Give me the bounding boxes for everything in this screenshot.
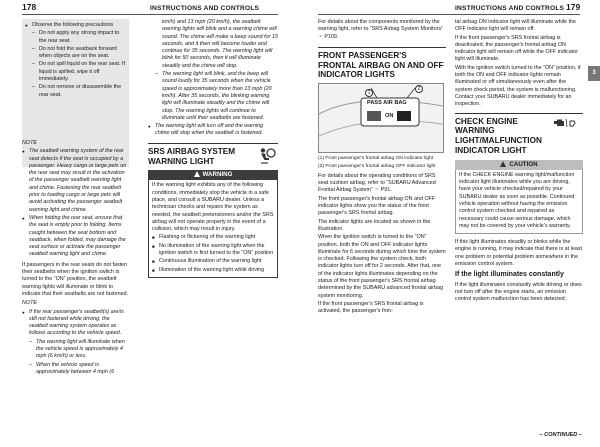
warning-item: ■ Continuous illumination of the warning light — [152, 258, 274, 265]
caption-on: (1) Front passenger's frontal airbag ON indicator light — [318, 156, 434, 162]
dashboard-drawing — [319, 84, 443, 152]
caution-triangle-icon — [500, 161, 506, 167]
note-item: ● If the rear passenger's seatbelt(s) are/is still not fastened while driving, the seatbelt warning system operates as follows according to the vehicle speed. — [22, 309, 129, 338]
warning-item: ■ No illumination of the warning light when the ignition switch is first turned to the “ON” position — [152, 243, 274, 258]
callout-1: 1 — [365, 89, 373, 97]
check-engine-heading: CHECK ENGINE WARNING LIGHT/MALFUNCTION INDICATOR LIGHT — [455, 116, 542, 155]
left-section-title: INSTRUCTIONS AND CONTROLS — [150, 5, 260, 12]
column-2 — [148, 19, 278, 278]
note-item: ● The seatbelt warning system of the rear seat detects if the seat is occupied by a passenger. Heavy cargo or large pets on the rear seat may result in the activation of the passenger seatbelt warning light and chime. Fastening the rear seatbelt prior to loading cargo or large pets will avoid activating the passenger seatbelt warning light and chime. — [22, 148, 129, 214]
paragraph: If the front passenger's SRS frontal airbag is activated, the passenger's fron- — [318, 300, 424, 315]
precaution-item: – Do not spill liquid on the rear seat. If liquid is spilled, wipe it off immediately. — [32, 61, 126, 83]
srs-heading-row — [148, 147, 278, 167]
caution-header — [455, 160, 583, 170]
paragraph: The front passenger's frontal airbag ON and OFF indicator lights show you the status of the front passenger's SRS frontal airbag. — [318, 195, 436, 217]
warning-header — [148, 170, 278, 180]
paragraph: With the ignition switch turned to the “ON” position, if both the ON and OFF indicator lights remain illuminated or off simultaneously even after the system check period, the system is malfunctioning. Contact your SUBARU dealer immediately for an inspection. — [455, 64, 581, 108]
column-4 — [455, 19, 583, 305]
paragraph: tal airbag ON indicator light will illuminate while the OFF indicator light will remain off. — [455, 19, 577, 33]
caution-body — [455, 170, 583, 234]
warning-text: If the warning light exhibits any of the following conditions, immediately stop the vehicle in a safe place, and consult a SUBARU dealer. Unless a technician checks and repairs the system as needed, the seatbelt pretensioners and/or the SRS airbag will not operate properly in the event of a collision, which may result in injury. — [152, 182, 274, 233]
caution-text: If the CHECK ENGINE warning light/malfunction indicator light illuminates while you are driving, have your vehicle checked/repaired by your SUBARU dealer as soon as possible. Continued vehicle operation without having the emission control system checked and repaired as necessary could cause serious damage, which may not be covered by your vehicle's warranty. — [459, 171, 575, 229]
paragraph: If this light illuminates steadily or blinks while the engine is running, it may indicate that there is at least one problem or potential problem somewhere in the emission control system. — [455, 239, 583, 268]
pass-airbag-label: PASS AIR BAG — [367, 100, 407, 107]
note-item: ● When folding the rear seat, ensure that the seat is empty prior to folding. Items caught between the seat bottom and seatback, when folded, may damage the seat surface or activate the passenger seatbelt warning light and chime. — [22, 215, 129, 259]
note-item: ● The warning light will turn off and the warning chime will stop when the seatbelt is fastened. — [148, 123, 278, 138]
seatbelt-paragraph: If passengers in the rear seats do not fasten their seatbelts when the ignition switch is turned to the “ON” position, the seatbelt warning lights will illuminate or blink to indicate that their seatbelts are not fastened. — [22, 261, 129, 297]
warning-item: ■ Flashing or flickering of the warning light — [152, 234, 274, 241]
section-rule — [148, 143, 278, 144]
paragraph: For details about the operating conditions of SRS seat cushion airbag, refer to “SUBARU Advanced Frontal Airbag System” ☞ P91. — [318, 172, 436, 194]
right-header-rule — [318, 14, 580, 15]
callout-2: 2 — [415, 85, 423, 93]
caution-box — [455, 160, 583, 234]
caution-title: CAUTION — [509, 160, 538, 168]
srs-warning-box — [148, 170, 278, 278]
right-page-number: 179 — [566, 2, 581, 12]
continued-note-text: km/h) and 13 mph (20 km/h), the seatbelt warning lights will blink and a warning chime will sound. The chime will make a beep sound for 15 seconds, and it then will become louder and continue for 35 seconds. The warning light will blink for 50 seconds, then it will illuminate steadily and the chime will stop. — [162, 19, 278, 69]
chapter-tab: 3 — [588, 66, 600, 81]
continued-marker: – CONTINUED – — [539, 432, 582, 438]
paragraph: If the light illuminates constantly while driving or does not turn off after the engine starts, an emission control system malfunction has been detected. — [455, 281, 582, 303]
warning-triangle-icon — [194, 171, 200, 177]
check-engine-icon — [553, 118, 579, 128]
note-title-2: NOTE — [22, 300, 37, 307]
warning-title: WARNING — [202, 171, 233, 179]
illuminates-constantly-heading: If the light illuminates constantly — [455, 271, 564, 279]
on-label: ON — [385, 113, 394, 120]
column-3 — [318, 19, 446, 317]
left-header-rule — [22, 14, 278, 15]
caption-off: (2) Front passenger's frontal airbag OFF indicator light — [318, 163, 436, 169]
precaution-item: – Do not fold the seatback forward when objects are on the seat. — [32, 46, 126, 61]
note-sub-item: – When the vehicle speed is approximately between 4 mph (6 — [29, 362, 129, 377]
note-title: NOTE — [22, 140, 37, 146]
paragraph: When the ignition switch is turned to the “ON” position, both the ON and OFF indicator lights illuminate for 6 seconds during which time the system is checked. Following the system check, both indicator lights turn off for 2 seconds. After that, one of the indicator lights illuminates depending on the status of the front passenger's SRS frontal airbag determined by the SUBARU advanced frontal airbag system monitoring. — [318, 234, 446, 299]
check-engine-heading-row — [455, 117, 583, 156]
section-rule — [455, 113, 583, 114]
srs-airbag-heading: SRS AIRBAG SYSTEM WARNING LIGHT — [148, 146, 236, 166]
right-section-title: INSTRUCTIONS AND CONTROLS — [455, 5, 565, 12]
monitor-intro: For details about the components monitored by the warning light, refer to “SRS Airbag System Monitors” ☞ P109. — [318, 19, 443, 40]
precautions-intro: ● Observe the following precautions — [25, 22, 126, 29]
precaution-item: – Do not remove or disassemble the rear seat. — [32, 84, 126, 99]
paragraph: If the front passenger's SRS frontal airbag is deactivated, the passenger's frontal airbag ON indicator light will remain off while the OFF indicator light will illuminate. — [455, 34, 579, 63]
column-1 — [22, 140, 129, 377]
page-header — [0, 0, 600, 21]
left-page-number: 178 — [22, 2, 37, 12]
note-sub-item: – The warning light will illuminate when the vehicle speed is approximately 4 mph (6 km/h) or less. — [29, 339, 129, 361]
passenger-airbag-heading: FRONT PASSENGER'S FRONTAL AIRBAG ON AND OFF INDICATOR LIGHTS — [318, 50, 444, 80]
precaution-item: – Do not apply any strong impact to the rear seat. — [32, 30, 126, 45]
airbag-warning-icon — [258, 147, 276, 165]
warning-body — [148, 180, 278, 278]
note-sub-item: – The warning light will blink, and the beep will sound loudly for 35 seconds when the vehicle speed is approximately more than 13 mph (20 km/h). After 35 seconds, the blinking warning light will illuminate steadily and the chime will stop. The warning lights will continue to illuminate until their seatbelts are fastened. — [155, 71, 278, 122]
paragraph: The indicator lights are located as shown in the illustration. — [318, 218, 431, 232]
warning-item: ■ Illumination of the warning light while driving — [152, 267, 274, 274]
section-rule — [318, 47, 446, 48]
indicator-illustration — [318, 83, 444, 153]
